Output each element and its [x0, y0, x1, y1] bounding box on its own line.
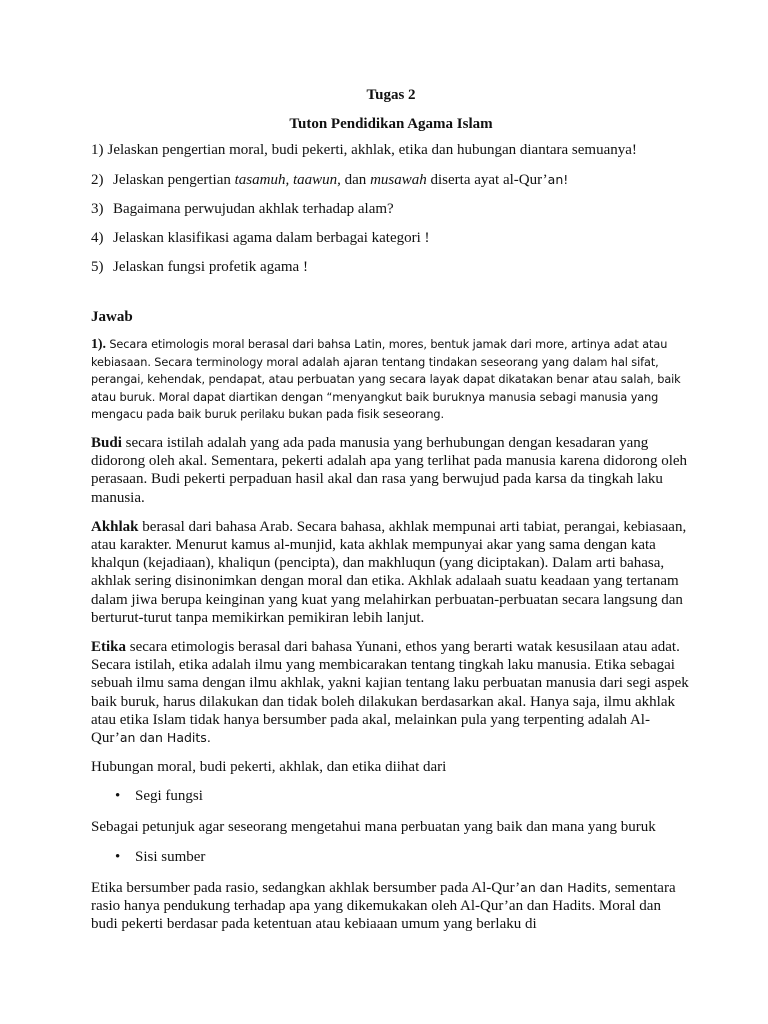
term-etika: Etika: [91, 639, 127, 655]
bullet-icon: •: [115, 848, 121, 865]
question-1: [91, 141, 691, 160]
paragraph-hubungan: Hubungan moral, budi pekerti, akhlak, dan etika diihat dari: [91, 759, 447, 776]
paragraph-akhlak: [91, 518, 691, 627]
question-1-text: Jelaskan pengertian moral, budi pekerti, akhlak, etika dan hubungan diantara semuanya!: [107, 142, 637, 158]
question-4-text: Jelaskan klasifikasi agama dalam berbagai kategori !: [113, 230, 430, 246]
answer-1-text: Secara etimologis moral berasal dari bahsa Latin, mores, bentuk jamak dari more, artinya adat atau kebiasaan. Secara terminology moral adalah ajaran tentang tindakan seseorang yang dalam hal sifat, perangai, kehendak, pendapat, atau perbuatan yang secara layak dapat dikatakan benar atau salah, baik atau buruk. Moral dapat diartikan dengan “menyangkut baik buruknya manusia sebagi manusia yang mengacu pada baik buruk perilaku bukan pada fisik seseorang.: [91, 338, 681, 422]
paragraph-sumber: [91, 879, 691, 934]
document-subtitle: Tuton Pendidikan Agama Islam: [289, 116, 493, 132]
bullet-icon: •: [115, 788, 121, 805]
question-1-number: 1): [91, 142, 104, 158]
paragraph-budi-text: secara istilah adalah yang ada pada manusia yang berhubungan dengan kesadaran yang didorong oleh akal. Sementara, pekerti adalah apa yang terlihat pada manusia karena didorong oleh perasaan. Budi pekerti perpaduan hasil akal dan rasa yang berwujud pada karsa da tingkah laku manusia.: [91, 434, 688, 506]
question-2-pre: Jelaskan pengertian: [113, 172, 235, 188]
question-2-mid: , dan: [337, 172, 371, 188]
bullet-sumber-text: Sisi sumber: [135, 848, 206, 865]
paragraph-akhlak-text: berasal dari bahasa Arab. Secara bahasa, akhlak mempunai arti tabiat, perangai, kebiasaan, atau karakter. Menurut kamus al-munjid, kata akhlak mempunyai akar yang sama dengan kata khalqun (kejadiaan), khaliqun (pencipta), dan makhluqun (yang diciptakan). Dalam arti bahasa, akhlak sering disinonimkan dengan moral dan etika. Akhlak adalaah suatu keadaan yang tertanam dalam jiwa berupa keinginan yang kuat yang melahirkan perbuatan-perbuatan secara langsung dan berturut-turut tanpa memikirkan pemikiran lebih lanjut.: [91, 518, 687, 626]
bullet-item-sumber: [91, 848, 691, 867]
answers-heading: Jawab: [91, 309, 133, 325]
bullet-fungsi-text: Segi fungsi: [135, 788, 203, 805]
question-3: [91, 200, 691, 219]
question-5-number: 5): [91, 259, 104, 275]
document-page: [91, 86, 691, 944]
answer-1-moral: [91, 336, 691, 424]
term-akhlak: Akhlak: [91, 518, 139, 535]
question-3-text: Bagaimana perwujudan akhlak terhadap alam?: [113, 201, 394, 217]
answer-1-number: 1).: [91, 337, 106, 352]
paragraph-sumber-text: sementara rasio hanya pendukung terhadap apa yang dikemukakan oleh Al-Qur’an dan Hadits. Moral dan budi pekerti berdasar pada ketentuan atau kebiaaan umum yang berlaku di: [91, 879, 676, 933]
question-2-post: diserta ayat al-Qur’: [426, 172, 548, 188]
term-budi: Budi: [91, 434, 122, 451]
bullet-item-fungsi: [91, 787, 691, 806]
paragraph-sumber-pre: Etika bersumber pada rasio, sedangkan akhlak bersumber pada Al-Qur’: [91, 879, 521, 896]
question-2: [91, 170, 691, 190]
question-3-number: 3): [91, 201, 104, 217]
paragraph-etika-text: secara etimologis berasal dari bahasa Yunani, ethos yang berarti watak kesusilaan atau adat. Secara istilah, etika adalah ilmu yang membicarakan tentang tingkah laku manusia. Etika sebagai sebuah ilmu sama dengan ilmu akhlak, yakni kajian tentang laku perbuatan manusia dari segi aspek baik buruk, harus dilakukan dan tidak boleh dilakukan berdasarkan akal. Hanya saja, ilmu akhlak atau etika Islam tidak hanya bersumber pada akal, melainkan pula yang terpenting adalah Al-Qur’: [91, 639, 689, 747]
paragraph-etika: [91, 638, 691, 747]
paragraph-sumber-tail: an dan Hadits,: [520, 879, 612, 895]
document-title: Tugas 2: [366, 87, 416, 103]
question-2-term1: tasamuh, taawun: [234, 172, 338, 188]
question-4-number: 4): [91, 230, 104, 246]
question-2-term2: musawah: [370, 172, 427, 188]
question-2-tail: an!: [547, 172, 569, 187]
paragraph-etika-tail: an dan Hadits.: [119, 730, 211, 746]
paragraph-budi: [91, 434, 691, 507]
question-4: [91, 229, 691, 248]
question-2-number: 2): [91, 172, 104, 188]
question-5: [91, 258, 691, 277]
paragraph-fungsi: Sebagai petunjuk agar seseorang mengetahui mana perbuatan yang baik dan mana yang buruk: [91, 819, 656, 836]
question-5-text: Jelaskan fungsi profetik agama !: [113, 259, 308, 275]
